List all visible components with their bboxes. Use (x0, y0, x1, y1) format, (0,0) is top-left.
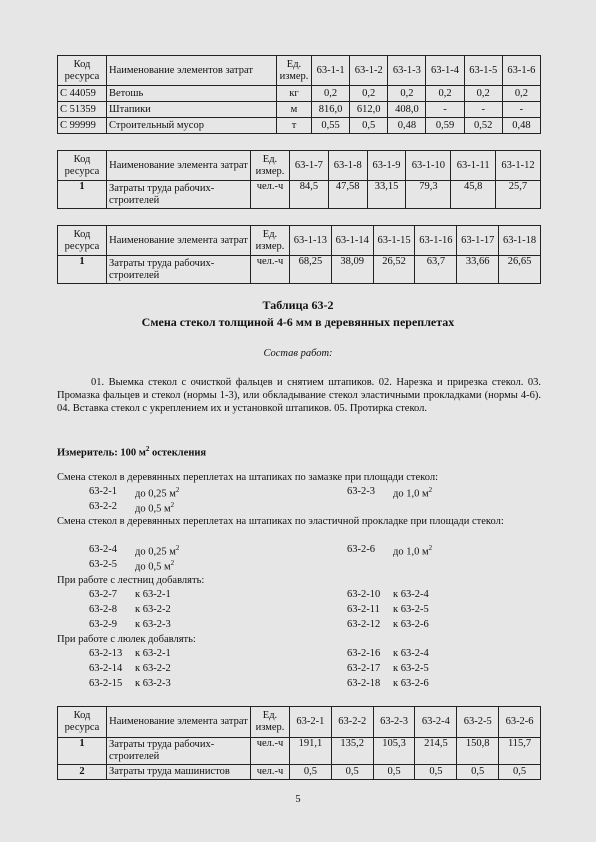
composition-heading: Состав работ: (263, 348, 333, 359)
item-code: 63-2-10 (347, 589, 381, 600)
cell: 79,3 (406, 181, 451, 209)
cell: 191,1 (290, 738, 332, 765)
cell: С 51359 (58, 102, 107, 118)
cell: Затраты труда рабочих-строителей (107, 256, 251, 284)
item-desc: до 0,5 $м^2$ (135, 559, 175, 573)
table-row (58, 765, 541, 780)
header-col: 63-1-14 (331, 226, 373, 256)
cell: Строительный мусор (107, 118, 277, 134)
cell: Штапики (107, 102, 277, 118)
work-description: 01. Выемка стекол с очисткой фальцев и снятием штапиков. 02. Нарезка и прирезка стекол. 03. Промазка фальцев и стекол (нормы 1-3), или обкладывание стекол эластичными прокладками (нормы 4-6). 04. Вставка стекол с укреплением их и установкой штапиков. 05. Протирка стекол. (57, 377, 541, 414)
paragraph-ladder: При работе с лестниц добавлять: (57, 575, 205, 586)
item-code: 63-2-9 (89, 619, 117, 630)
measure-sup: 2 (145, 445, 150, 453)
item-desc: до 0,25 $м^2$ (135, 486, 180, 500)
cell: 0,2 (426, 86, 464, 102)
cell: Ветошь (107, 86, 277, 102)
item-desc: до 1,0 $м^2$ (393, 544, 433, 558)
header-col: 63-1-11 (451, 151, 496, 181)
cell: Затраты труда рабочих-строителей (107, 738, 251, 765)
header-col: 63-1-13 (290, 226, 332, 256)
header-name: Наименование элемента затрат (107, 151, 251, 181)
item-code: 63-2-8 (89, 604, 117, 615)
cell: 26,65 (499, 256, 541, 284)
paragraph-putty: Смена стекол в деревянных переплетах на штапиках по замазке при площади стекол: (57, 472, 438, 483)
cell: 1 (58, 181, 107, 209)
header-col: 63-1-6 (502, 56, 540, 86)
cell: 0,2 (388, 86, 426, 102)
header-col: 63-1-2 (350, 56, 388, 86)
header-col: 63-2-1 (290, 707, 332, 738)
header-unit: Ед. измер. (251, 226, 290, 256)
measure-tail: остекления (149, 447, 207, 459)
page-number: 5 (295, 794, 301, 805)
cell: чел.-ч (251, 181, 290, 209)
header-col: 63-1-1 (312, 56, 350, 86)
header-col: 63-1-9 (367, 151, 406, 181)
cell: кг (277, 86, 312, 102)
header-col: 63-2-2 (331, 707, 373, 738)
item-desc: к 63-2-5 (393, 663, 429, 674)
cell: м (277, 102, 312, 118)
cell: Затраты труда рабочих-строителей (107, 181, 251, 209)
item-code: 63-2-3 (347, 486, 375, 497)
cell: чел.-ч (251, 765, 290, 780)
item-code: 63-2-2 (89, 501, 117, 512)
item-desc: к 63-2-2 (135, 604, 171, 615)
cell: С 44059 (58, 86, 107, 102)
cell: 38,09 (331, 256, 373, 284)
header-col: 63-2-5 (457, 707, 499, 738)
header-col: 63-1-17 (457, 226, 499, 256)
cell: 84,5 (290, 181, 329, 209)
cell: С 99999 (58, 118, 107, 134)
header-col: 63-1-5 (464, 56, 502, 86)
cell: 115,7 (499, 738, 541, 765)
cell: 0,5 (290, 765, 332, 780)
measure-unit (57, 443, 206, 460)
header-col: 63-1-18 (499, 226, 541, 256)
item-desc: к 63-2-5 (393, 604, 429, 615)
header-name: Наименование элемента затрат (107, 707, 251, 738)
item-code: 63-2-7 (89, 589, 117, 600)
header-unit: Ед. измер. (251, 707, 290, 738)
paragraph-cradle: При работе с люлек добавлять: (57, 634, 196, 645)
item-code: 63-2-4 (89, 544, 117, 555)
cell: 214,5 (415, 738, 457, 765)
cell: 47,58 (328, 181, 367, 209)
item-code: 63-2-1 (89, 486, 117, 497)
header-code: Код ресурса (58, 56, 107, 86)
cell: 45,8 (451, 181, 496, 209)
cell: 0,5 (373, 765, 415, 780)
header-unit: Ед. измер. (277, 56, 312, 86)
header-col: 63-1-15 (373, 226, 415, 256)
cell: 0,5 (415, 765, 457, 780)
header-name: Наименование элемента затрат (107, 226, 251, 256)
cell: - (502, 102, 540, 118)
resource-table-1 (57, 55, 541, 134)
header-col: 63-1-4 (426, 56, 464, 86)
item-code: 63-2-6 (347, 544, 375, 555)
resource-table-4 (57, 706, 541, 780)
resource-table-3 (57, 225, 541, 284)
cell: 816,0 (312, 102, 350, 118)
item-desc: к 63-2-4 (393, 589, 429, 600)
header-col: 63-1-10 (406, 151, 451, 181)
item-desc: до 1,0 $м^2$ (393, 486, 433, 500)
cell: 0,55 (312, 118, 350, 134)
header-col: 63-1-8 (328, 151, 367, 181)
cell: 0,5 (457, 765, 499, 780)
cell: 408,0 (388, 102, 426, 118)
header-col: 63-2-6 (499, 707, 541, 738)
cell: 0,59 (426, 118, 464, 134)
header-col: 63-1-12 (495, 151, 540, 181)
resource-table-2 (57, 150, 541, 209)
table-row (58, 738, 541, 765)
cell: 68,25 (290, 256, 332, 284)
item-desc: к 63-2-3 (135, 619, 171, 630)
cell: 0,5 (350, 118, 388, 134)
paragraph-elastic: Смена стекол в деревянных переплетах на штапиках по эластичной прокладке при площади стекол: (57, 516, 504, 527)
table-title: Таблица 63-2 (262, 298, 334, 312)
header-col: 63-1-7 (290, 151, 329, 181)
item-desc: к 63-2-1 (135, 589, 171, 600)
header-code: Код ресурса (58, 151, 107, 181)
item-code: 63-2-17 (347, 663, 381, 674)
cell: 2 (58, 765, 107, 780)
item-desc: к 63-2-6 (393, 678, 429, 689)
item-desc: к 63-2-2 (135, 663, 171, 674)
item-code: 63-2-13 (89, 648, 123, 659)
cell: чел.-ч (251, 738, 290, 765)
item-desc: до 0,25 $м^2$ (135, 544, 180, 558)
item-code: 63-2-18 (347, 678, 381, 689)
item-code: 63-2-11 (347, 604, 380, 615)
item-desc: к 63-2-3 (135, 678, 171, 689)
cell: 150,8 (457, 738, 499, 765)
cell: 612,0 (350, 102, 388, 118)
cell: - (426, 102, 464, 118)
cell: 33,15 (367, 181, 406, 209)
cell: 0,2 (464, 86, 502, 102)
item-code: 63-2-14 (89, 663, 123, 674)
cell: Затраты труда машинистов (107, 765, 251, 780)
item-desc: к 63-2-1 (135, 648, 171, 659)
table-row (58, 86, 541, 102)
item-desc: к 63-2-6 (393, 619, 429, 630)
cell: 1 (58, 256, 107, 284)
header-code: Код ресурса (58, 226, 107, 256)
table-subtitle: Смена стекол толщиной 4-6 мм в деревянных переплетах (141, 315, 455, 329)
cell: 1 (58, 738, 107, 765)
table-row (58, 118, 541, 134)
cell: 63,7 (415, 256, 457, 284)
cell: 0,48 (502, 118, 540, 134)
cell: 0,5 (499, 765, 541, 780)
cell: - (464, 102, 502, 118)
cell: 0,2 (350, 86, 388, 102)
cell: 26,52 (373, 256, 415, 284)
table-row (58, 102, 541, 118)
table-row (58, 181, 541, 209)
item-desc: к 63-2-4 (393, 648, 429, 659)
header-name: Наименование элементов затрат (107, 56, 277, 86)
cell: 0,2 (502, 86, 540, 102)
item-code: 63-2-16 (347, 648, 381, 659)
cell: 25,7 (495, 181, 540, 209)
cell: 0,52 (464, 118, 502, 134)
table-row (58, 256, 541, 284)
cell: 135,2 (331, 738, 373, 765)
cell: 105,3 (373, 738, 415, 765)
cell: т (277, 118, 312, 134)
header-unit: Ед. измер. (251, 151, 290, 181)
cell: 0,5 (331, 765, 373, 780)
cell: 0,48 (388, 118, 426, 134)
header-col: 63-2-4 (415, 707, 457, 738)
cell: чел.-ч (251, 256, 290, 284)
header-col: 63-1-3 (388, 56, 426, 86)
measure-label: Измеритель: 100 м (57, 447, 146, 459)
item-code: 63-2-15 (89, 678, 123, 689)
item-code: 63-2-5 (89, 559, 117, 570)
cell: 33,66 (457, 256, 499, 284)
item-code: 63-2-12 (347, 619, 381, 630)
item-desc: до 0,5 $м^2$ (135, 501, 175, 515)
header-col: 63-2-3 (373, 707, 415, 738)
header-col: 63-1-16 (415, 226, 457, 256)
cell: 0,2 (312, 86, 350, 102)
header-code: Код ресурса (58, 707, 107, 738)
